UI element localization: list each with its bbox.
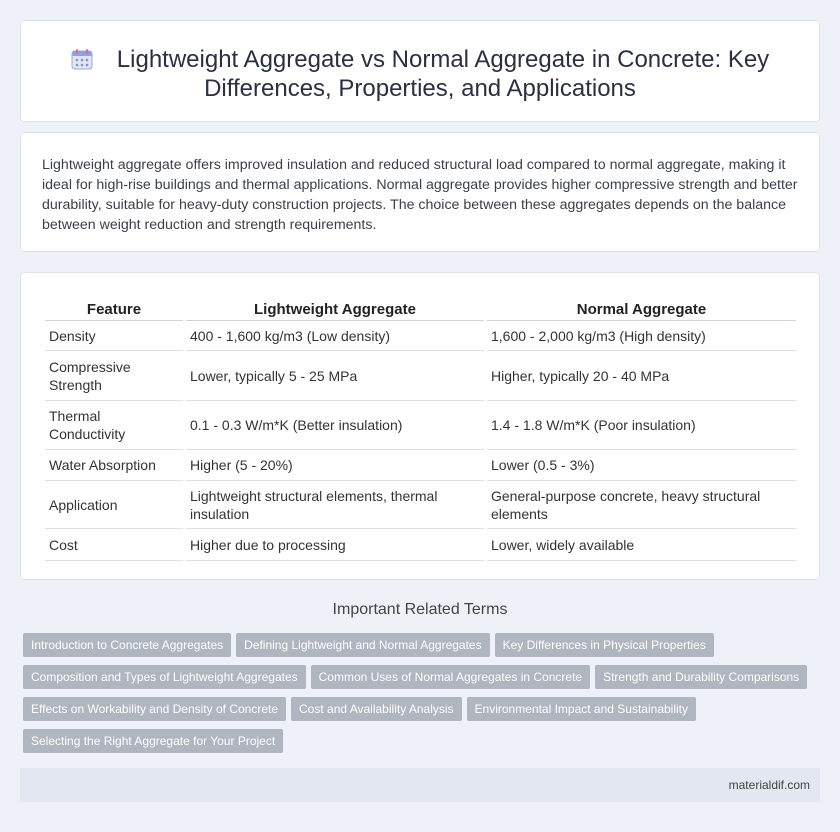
cell-feature: Density [45,321,183,351]
comparison-table-card [20,272,820,580]
related-term-tag[interactable]: Introduction to Concrete Aggregates [23,633,231,657]
table-row [45,401,796,450]
related-term-tag[interactable]: Defining Lightweight and Normal Aggregates [236,633,489,657]
related-term-tag[interactable]: Key Differences in Physical Properties [495,633,714,657]
cell-feature: Thermal Conductivity [45,401,183,450]
table-row [45,529,796,561]
cell-normal: Lower (0.5 - 3%) [487,450,796,481]
header-card [20,20,820,122]
page-title-container [21,45,819,103]
tag-row [23,633,823,665]
calendar-icon [71,48,93,70]
cell-normal: 1,600 - 2,000 kg/m3 (High density) [487,321,796,351]
related-term-tag[interactable]: Common Uses of Normal Aggregates in Concrete [311,665,590,689]
cell-feature: Cost [45,529,183,561]
related-terms-tags [23,633,823,761]
table-header-row [45,293,796,321]
header-normal: Normal Aggregate [487,293,796,321]
related-term-tag[interactable]: Selecting the Right Aggregate for Your Project [23,729,283,753]
related-term-tag[interactable]: Composition and Types of Lightweight Aggregates [23,665,306,689]
table-row [45,351,796,401]
cell-normal: General-purpose concrete, heavy structural elements [487,481,796,529]
cell-feature: Compressive Strength [45,351,183,401]
tag-row [23,729,823,761]
footer-site-link[interactable]: materialdif.com [728,778,810,792]
cell-lightweight: 0.1 - 0.3 W/m*K (Better insulation) [186,401,484,450]
related-term-tag[interactable]: Effects on Workability and Density of Concrete [23,697,286,721]
cell-lightweight: Higher due to processing [186,529,484,561]
cell-feature: Water Absorption [45,450,183,481]
intro-paragraph: Lightweight aggregate offers improved insulation and reduced structural load compared to normal aggregate, making it ideal for high-rise buildings and thermal applications. Normal aggregate provides higher compressive strength and better durability, suitable for heavy-duty construction projects. The choice between these aggregates depends on the balance between weight reduction and strength requirements. [42,157,798,233]
cell-lightweight: Lightweight structural elements, thermal insulation [186,481,484,529]
cell-feature: Application [45,481,183,529]
table-row [45,481,796,529]
cell-lightweight: Lower, typically 5 - 25 MPa [186,351,484,401]
header-lightweight: Lightweight Aggregate [186,293,484,321]
related-term-tag[interactable]: Cost and Availability Analysis [291,697,462,721]
header-feature: Feature [45,293,183,321]
table-row [45,321,796,351]
cell-normal: Lower, widely available [487,529,796,561]
related-term-tag[interactable]: Strength and Durability Comparisons [595,665,807,689]
table-row [45,450,796,481]
related-terms-title: Important Related Terms [332,601,508,618]
cell-normal: 1.4 - 1.8 W/m*K (Poor insulation) [487,401,796,450]
cell-normal: Higher, typically 20 - 40 MPa [487,351,796,401]
cell-lightweight: 400 - 1,600 kg/m3 (Low density) [186,321,484,351]
tag-row [23,697,823,729]
related-term-tag[interactable]: Environmental Impact and Sustainability [467,697,696,721]
cell-lightweight: Higher (5 - 20%) [186,450,484,481]
tag-row [23,665,823,697]
comparison-table [42,293,799,561]
intro-card [20,132,820,252]
page-title: Lightweight Aggregate vs Normal Aggregate in Concrete: Key Differences, Properties, and Applications [116,46,770,102]
footer [20,768,820,802]
